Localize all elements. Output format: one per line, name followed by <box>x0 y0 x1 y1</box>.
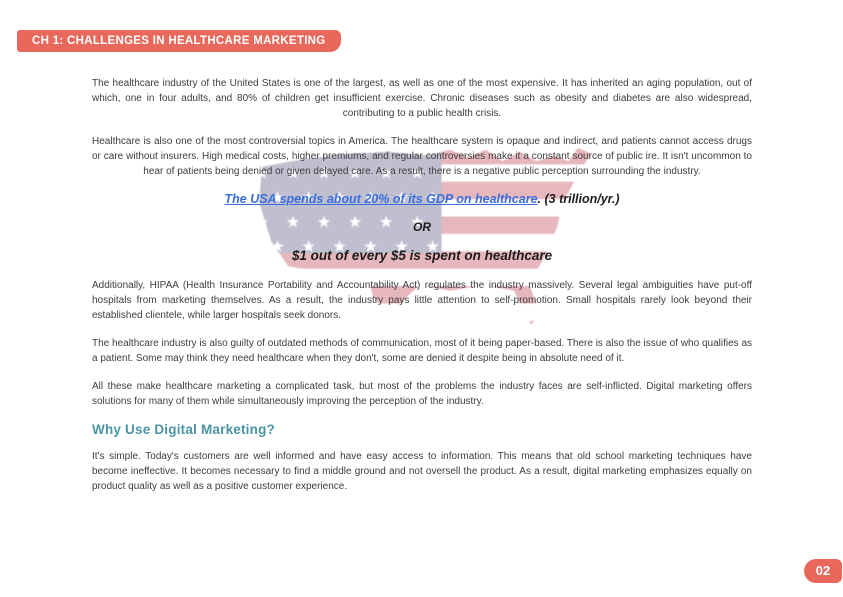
gdp-stat-suffix: . (3 trillion/yr.) <box>537 192 620 206</box>
paragraph-why-digital-marketing: It's simple. Today's customers are well informed and have easy access to information. This means that old school marketing techniques have become ineffective. It becomes necessary to find a middle ground and not oversell the product. As a result, digital marketing emphasizes equally on product quality as well as a positive customer experience. <box>92 451 752 492</box>
paragraph-hipaa: Additionally, HIPAA (Health Insurance Portability and Accountability Act) regulates the industry massively. Several legal ambiguities have put-off hospitals from marketing themselves. As a result, the industry pays little attention to self-promotion. Small hospitals rarely look beyond their established clientele, while larger hospitals seek donors. <box>92 280 752 321</box>
paragraph-industry-overview: The healthcare industry of the United States is one of the largest, as well as one of the most expensive. It has inherited an aging population, out of which, one in four adults, and 80% of children get insufficient exercise. Chronic diseases such as obesity and diabetes are also widespread, contributing to a public health crisis. <box>92 78 752 119</box>
gdp-stat-line <box>92 192 752 206</box>
page-content <box>92 76 752 507</box>
paragraph-outdated-methods: The healthcare industry is also guilty of outdated methods of communication, most of it being paper-based. There is also the issue of who qualifies as a patient. Some may think they need healthcare when they don't, some are denied it despite being in absolute need of it. <box>92 338 752 364</box>
paragraph-controversy: Healthcare is also one of the most controversial topics in America. The healthcare system is opaque and indirect, and patients cannot access drugs or care without insurers. High medical costs, higher premiums, and regular controversies make it a constant source of public ire. It isn't uncommon to hear of patients being denied or given delayed care. As a result, there is a negative public perception surrounding the industry. <box>92 136 752 177</box>
chapter-banner: CH 1: CHALLENGES IN HEALTHCARE MARKETING <box>17 30 341 52</box>
section-heading-why-digital-marketing: Why Use Digital Marketing? <box>92 422 275 437</box>
page-number-badge: 02 <box>804 559 842 583</box>
or-separator: OR <box>413 220 431 234</box>
paragraph-conclusion: All these make healthcare marketing a complicated task, but most of the problems the industry faces are self-inflicted. Digital marketing offers solutions for many of them while simultaneously improving the perception of the industry. <box>92 381 752 407</box>
gdp-stat-link[interactable]: The USA spends about 20% of its GDP on healthcare <box>224 192 538 206</box>
dollar-stat-line: $1 out of every $5 is spent on healthcare <box>291 248 553 263</box>
